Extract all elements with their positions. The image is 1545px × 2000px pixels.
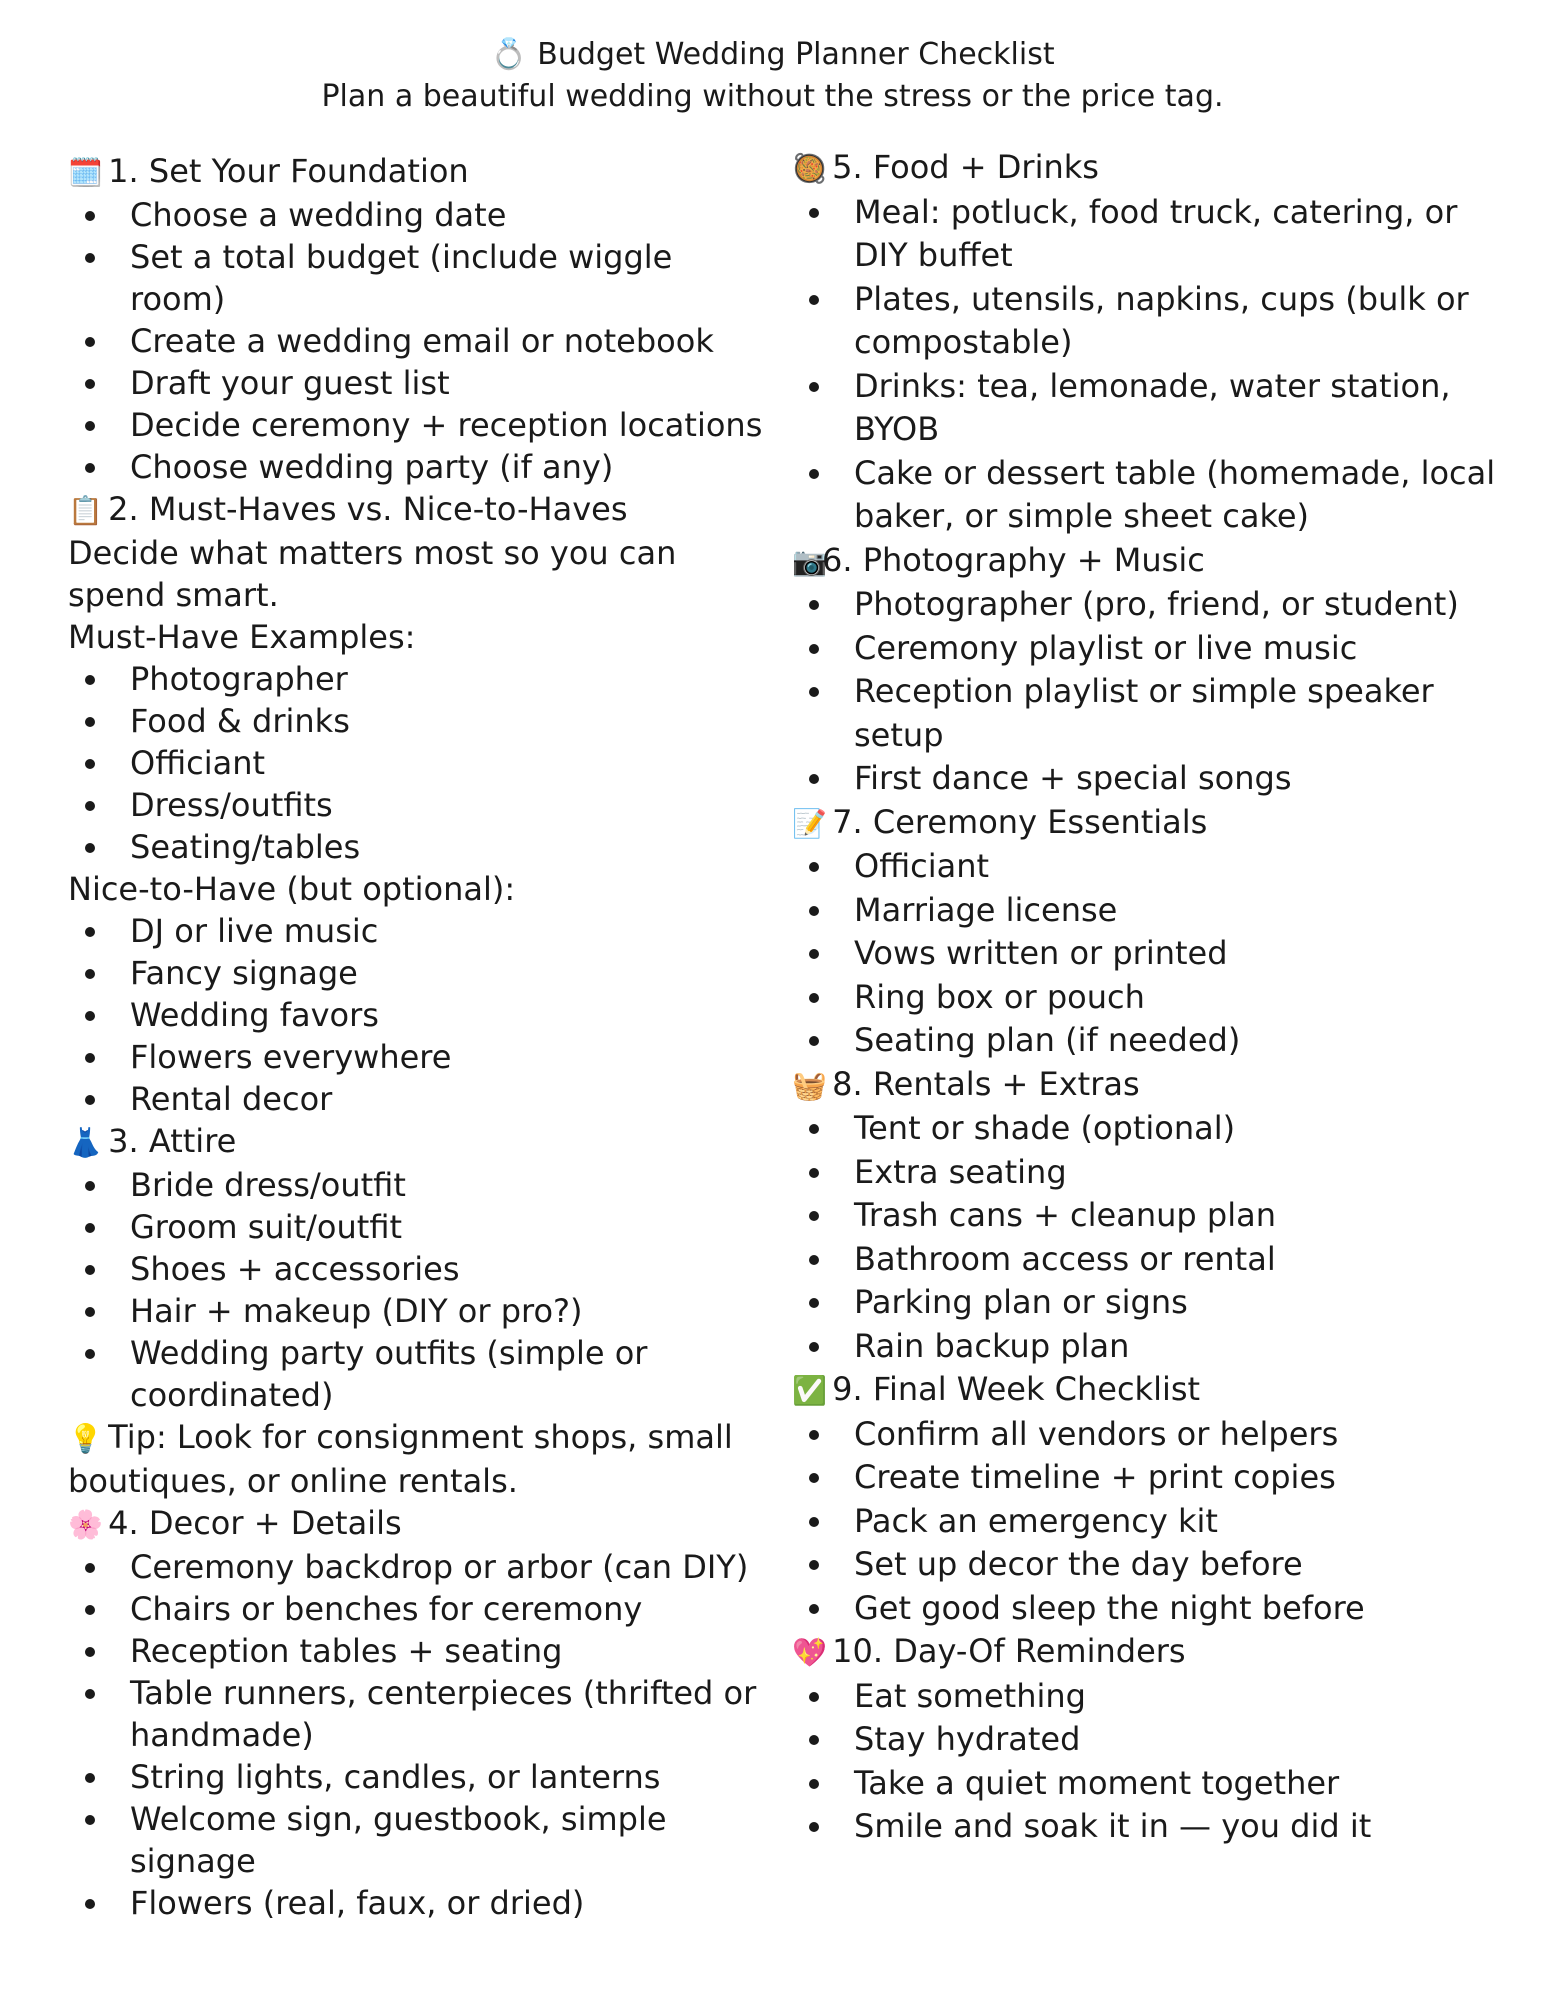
list-item: Choose a wedding date bbox=[68, 194, 768, 236]
checklist bbox=[68, 1546, 768, 1924]
section-title: 👗 3. Attire bbox=[68, 1120, 768, 1164]
list-item: Ring box or pouch bbox=[792, 976, 1512, 1020]
list-item: Bride dress/outfit bbox=[68, 1164, 768, 1206]
section-final-week bbox=[792, 1368, 1512, 1630]
list-item: String lights, candles, or lanterns bbox=[68, 1756, 768, 1798]
list-item: Ceremony backdrop or arbor (can DIY) bbox=[68, 1546, 768, 1588]
section-ceremony-essentials bbox=[792, 801, 1512, 1063]
list-item: Officiant bbox=[792, 845, 1512, 889]
list-item: Set a total budget (include wiggle room) bbox=[68, 236, 768, 320]
dress-icon: 👗 bbox=[68, 1126, 103, 1159]
list-item: Flowers everywhere bbox=[68, 1036, 768, 1078]
list-item: Shoes + accessories bbox=[68, 1248, 768, 1290]
list-item: Tent or shade (optional) bbox=[792, 1107, 1512, 1151]
checklist bbox=[792, 845, 1512, 1063]
checklist bbox=[792, 583, 1512, 801]
list-item: Extra seating bbox=[792, 1151, 1512, 1195]
section-set-foundation bbox=[68, 150, 768, 488]
list-item: Take a quiet moment together bbox=[792, 1762, 1512, 1806]
list-item: Flowers (real, faux, or dried) bbox=[68, 1882, 768, 1924]
section-title: ✅ 9. Final Week Checklist bbox=[792, 1368, 1512, 1413]
list-item: Pack an emergency kit bbox=[792, 1500, 1512, 1544]
left-column bbox=[68, 150, 768, 1924]
section-food-drinks bbox=[792, 146, 1512, 539]
right-column bbox=[792, 146, 1512, 1849]
section-photography-music bbox=[792, 539, 1512, 801]
list-item: Eat something bbox=[792, 1675, 1512, 1719]
checklist bbox=[792, 191, 1512, 539]
check-mark-icon: ✅ bbox=[792, 1374, 827, 1407]
list-item: Fancy signage bbox=[68, 952, 768, 994]
list-item: Photographer (pro, friend, or student) bbox=[792, 583, 1512, 627]
list-item: Groom suit/outfit bbox=[68, 1206, 768, 1248]
section-title: 🧺 8. Rentals + Extras bbox=[792, 1063, 1512, 1108]
list-item: Rain backup plan bbox=[792, 1325, 1512, 1369]
list-item: Seating/tables bbox=[68, 826, 768, 868]
section-attire bbox=[68, 1120, 768, 1502]
section-intro: Decide what matters most so you can spend smart. bbox=[68, 534, 677, 614]
list-item: Choose wedding party (if any) bbox=[68, 446, 768, 488]
sublist-label: Must-Have Examples: bbox=[68, 618, 416, 656]
list-item: Trash cans + cleanup plan bbox=[792, 1194, 1512, 1238]
page-subtitle: Plan a beautiful wedding without the stress or the price tag. bbox=[321, 79, 1224, 114]
list-item: Meal: potluck, food truck, catering, or DIY buffet bbox=[792, 191, 1512, 278]
section-title: 🗓️ 1. Set Your Foundation bbox=[68, 150, 768, 194]
page-header bbox=[0, 34, 1545, 118]
list-item: Seating plan (if needed) bbox=[792, 1019, 1512, 1063]
list-item: Welcome sign, guestbook, simple signage bbox=[68, 1798, 768, 1882]
basket-icon: 🧺 bbox=[792, 1068, 827, 1102]
list-item: Table runners, centerpieces (thrifted or handmade) bbox=[68, 1672, 768, 1756]
list-item: Officiant bbox=[68, 742, 768, 784]
heart-icon: 💖 bbox=[792, 1636, 827, 1669]
list-item: Smile and soak it in — you did it bbox=[792, 1805, 1512, 1849]
checklist bbox=[68, 1164, 768, 1416]
list-item: Stay hydrated bbox=[792, 1718, 1512, 1762]
list-item: Set up decor the day before bbox=[792, 1543, 1512, 1587]
list-item: Bathroom access or rental bbox=[792, 1238, 1512, 1282]
section-title: 📝 7. Ceremony Essentials bbox=[792, 801, 1512, 846]
list-item: Parking plan or signs bbox=[792, 1281, 1512, 1325]
list-item: Drinks: tea, lemonade, water station, BYOB bbox=[792, 365, 1512, 452]
checklist bbox=[792, 1675, 1512, 1849]
list-item: Decide ceremony + reception locations bbox=[68, 404, 768, 446]
list-item: Photographer bbox=[68, 658, 768, 700]
flower-icon: 🌸 bbox=[68, 1508, 103, 1541]
list-item: Food & drinks bbox=[68, 700, 768, 742]
section-title: 📋 2. Must-Haves vs. Nice-to-Haves bbox=[68, 488, 768, 532]
checklist bbox=[792, 1413, 1512, 1631]
list-item: Plates, utensils, napkins, cups (bulk or compostable) bbox=[792, 278, 1512, 365]
list-item: Confirm all vendors or helpers bbox=[792, 1413, 1512, 1457]
clipboard-icon: 📋 bbox=[68, 494, 103, 527]
list-item: Wedding party outfits (simple or coordinated) bbox=[68, 1332, 768, 1416]
list-item: Cake or dessert table (homemade, local baker, or simple sheet cake) bbox=[792, 452, 1512, 539]
list-item: Reception playlist or simple speaker setup bbox=[792, 670, 1512, 757]
section-must-haves bbox=[68, 488, 768, 1120]
list-item: Draft your guest list bbox=[68, 362, 768, 404]
list-item: Rental decor bbox=[68, 1078, 768, 1120]
calendar-icon: 🗓️ bbox=[68, 156, 103, 189]
section-title: 💖 10. Day-Of Reminders bbox=[792, 1630, 1512, 1675]
list-item: Wedding favors bbox=[68, 994, 768, 1036]
list-item: Create timeline + print copies bbox=[792, 1456, 1512, 1500]
list-item: Dress/outfits bbox=[68, 784, 768, 826]
checklist bbox=[792, 1107, 1512, 1368]
checklist bbox=[68, 658, 768, 868]
list-item: First dance + special songs bbox=[792, 757, 1512, 801]
list-item: Reception tables + seating bbox=[68, 1630, 768, 1672]
lightbulb-icon: 💡 bbox=[68, 1422, 103, 1455]
list-item: Marriage license bbox=[792, 889, 1512, 933]
section-decor bbox=[68, 1502, 768, 1924]
list-item: Vows written or printed bbox=[792, 932, 1512, 976]
section-title: 🌸 4. Decor + Details bbox=[68, 1502, 768, 1546]
checklist bbox=[68, 910, 768, 1120]
section-title: 📷6. Photography + Music bbox=[792, 539, 1512, 584]
list-item: Create a wedding email or notebook bbox=[68, 320, 768, 362]
list-item: Chairs or benches for ceremony bbox=[68, 1588, 768, 1630]
section-rentals-extras bbox=[792, 1063, 1512, 1369]
camera-icon: 📷 bbox=[792, 544, 827, 578]
tip-text: 💡 Tip: Look for consignment shops, small boutiques, or online rentals. bbox=[68, 1418, 733, 1500]
list-item: Get good sleep the night before bbox=[792, 1587, 1512, 1631]
section-title: 🥘 5. Food + Drinks bbox=[792, 146, 1512, 191]
sublist-label: Nice-to-Have (but optional): bbox=[68, 870, 516, 908]
list-item: Ceremony playlist or live music bbox=[792, 627, 1512, 671]
list-item: DJ or live music bbox=[68, 910, 768, 952]
food-icon: 🥘 bbox=[792, 152, 827, 185]
page-title: 💍 Budget Wedding Planner Checklist bbox=[490, 37, 1055, 72]
checklist bbox=[68, 194, 768, 488]
section-day-of bbox=[792, 1630, 1512, 1849]
memo-icon: 📝 bbox=[792, 806, 827, 840]
list-item: Hair + makeup (DIY or pro?) bbox=[68, 1290, 768, 1332]
